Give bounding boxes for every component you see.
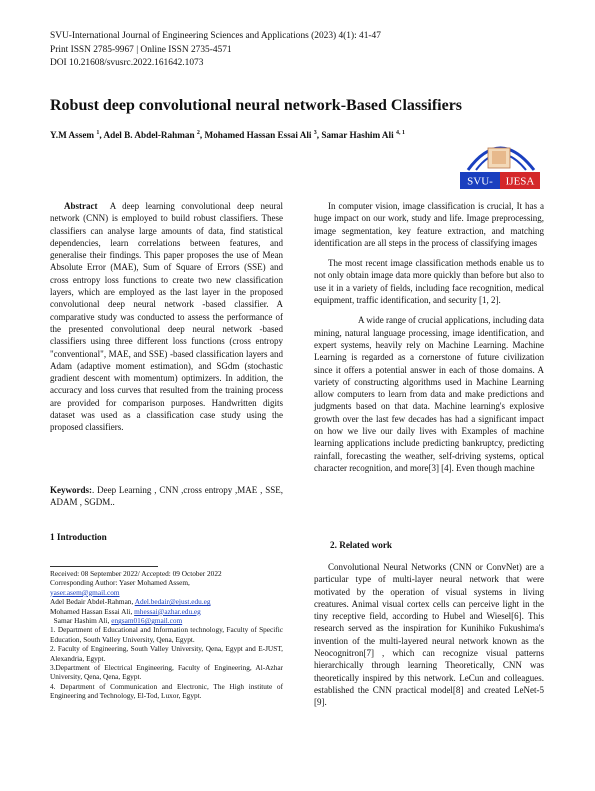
journal-logo	[458, 132, 542, 190]
paper-title: Robust deep convolutional neural network-Based Classifiers	[50, 97, 463, 114]
section-heading-introduction: 1 Introduction	[50, 532, 107, 542]
affiliation-1: 1. Department of Educational and Information technology, Faculty of Specific Education, South Valley University, Qena, Egypt.	[50, 625, 283, 644]
logo-text-left: SVU-	[467, 175, 493, 188]
doi-line: DOI 10.21608/svusrc.2022.161642.1073	[50, 58, 204, 68]
keywords-label: Keywords:	[50, 485, 92, 495]
author-name: Y.M Assem	[50, 130, 95, 141]
section-heading-related-work: 2. Related work	[330, 540, 393, 550]
abstract-block	[50, 200, 283, 434]
author-affil-mark: 1	[96, 130, 100, 136]
related-work-column	[314, 561, 544, 709]
author-affil-mark: 4, 1	[395, 130, 405, 136]
related-work-paragraph: Convolutional Neural Networks (CNN or ConvNet) are a particular type of multi-layer neural network that were motivated by the operation of visual systems in living creatures. Animal visual cortex cells can perceive light in the tiny receptive field, according to Hubel and Wiesel[6]. This research served as the inspiration for Kunihiko Fukushima's invention of the multi-layered neural network known as the Neocognitron[7] , which can recognize visual patterns hierarchically through learning Theoretically, CNN was theoretically inspired by this network. LeCun and colleagues. established the CNN practical model[8] and created LeNet-5 [9].	[314, 562, 544, 708]
author-affil-mark: 3	[313, 130, 317, 136]
author2-name: Adel Bedair Abdel-Rahman,	[50, 597, 134, 607]
logo-text-right: IJESA	[505, 175, 535, 188]
intro-column	[314, 200, 544, 474]
affiliation-2: 2. Faculty of Engineering, South Valley University, Qena, Egypt and E-JUST, Alexandria, Egypt.	[50, 644, 283, 663]
author-name: Samar Hashim Ali	[321, 130, 394, 141]
keywords-text: . Deep Learning , CNN ,cross entropy ,MAE , SSE, ADAM , SGDM..	[50, 485, 283, 508]
journal-header	[50, 30, 381, 71]
author3-name: Mohamed Hassan Essai Ali,	[50, 606, 133, 616]
author2-email-link[interactable]: Adel.bedair@ejust.edu.eg	[134, 597, 211, 607]
footnote-divider	[50, 566, 158, 567]
author4-name: Samar Hashim Ali,	[53, 616, 110, 626]
abstract-text: A deep learning convolutional deep neural network (CNN) is employed to build robust classifiers. These classifiers can analyse large amounts of data, find statistical dependencies, learn correlations between features, and generalise their findings. This paper proposes the use of Mean Absolute Error (MAE), Sum of Square of Errors (SSE) and cross entropy loss functions to create two new classification layers, which are employed as the last layer in the proposed convolutional deep neural network -based classifier. A comparative study was conducted to assess the performance of the presented convolutional deep neural network -based classifiers using three different loss functions (cross entropy "conventional", MAE, and SSE) -based classification layers and Adam (adaptive moment estimation), and SGdm (stochastic gradient descent with momentum) optimizers. In addition, the accuracy and loss curves that resulted from the training process are provided for comparison purposes. Handwritten digits dataset was used as a classification case study using the proposed classifiers.	[50, 201, 283, 433]
affiliation-4: 4. Department of Communication and Electronic, The High institute of Engineering and Technology, El-Tod, Luxor, Egypt.	[50, 681, 283, 701]
intro-paragraph: A wide range of crucial applications, including data mining, natural language processing, image identification, and expert systems, heavily rely on Machine Learning. Machine Learning is regarded as a cornerstone of future civilization since it offers a potential answer in each of those domains. A variety of constructing algorithms used in Machine Learning allow computers to learn from data and make predictions and judgments based on that data. Machine learning's explosive growth over the last few decades has had a significant impact on how we live our daily lives with Examples of machine learning applications include predicting bankruptcy, predicting rainfall, forecasting the weather, self-driving systems, optical character recognition, and more[3] [4]. Even though machine	[314, 315, 544, 473]
author-list: Y.M Assem $^1$, Adel B. Abdel-Rahman $^2$, Mohamed Hassan Essai Ali $^3$, Samar Hashim Ali $^{4, 1}$	[50, 130, 405, 141]
journal-logo-icon	[458, 132, 542, 190]
author4-email-link[interactable]: engsam016@gmail.com	[111, 616, 183, 626]
footnotes	[50, 569, 283, 701]
affiliation-3: 3.Department of Electrical Engineering, Faculty of Engineering, Al-Azhar University, Qena, Qena, Egypt.	[50, 663, 283, 682]
intro-paragraph: In computer vision, image classification is crucial, It has a huge impact on our work, study and life. Image preprocessing, image segmentation, key feature extraction, and matching identification are all steps in the process of classifying images	[314, 201, 544, 248]
intro-paragraph: The most recent image classification methods enable us to not only obtain image data more quickly than before but also to use it in a variety of fields, including face recognition, medical equipment, traffic identification, and security [1, 2].	[314, 258, 544, 306]
keywords-block	[50, 484, 283, 509]
corresponding-author: Corresponding Author: Yaser Mohamed Assem,	[50, 578, 190, 588]
author-name: Mohamed Hassan Essai Ali	[204, 130, 312, 141]
journal-line: SVU-International Journal of Engineering Sciences and Applications (2023) 4(1): 41-47	[50, 31, 381, 41]
abstract-label: Abstract	[64, 201, 98, 211]
author3-email-link[interactable]: mhessai@azhar.edu.eg	[134, 606, 201, 616]
author-affil-mark: 2	[196, 130, 200, 136]
corresponding-email-link[interactable]: yaser.asem@gmail.com	[50, 587, 120, 597]
issn-line: Print ISSN 2785-9967 | Online ISSN 2735-4571	[50, 44, 232, 55]
author-name: Adel B. Abdel-Rahman	[103, 130, 195, 141]
received-dates: Received: 08 September 2022/ Accepted: 09 October 2022	[50, 569, 222, 578]
